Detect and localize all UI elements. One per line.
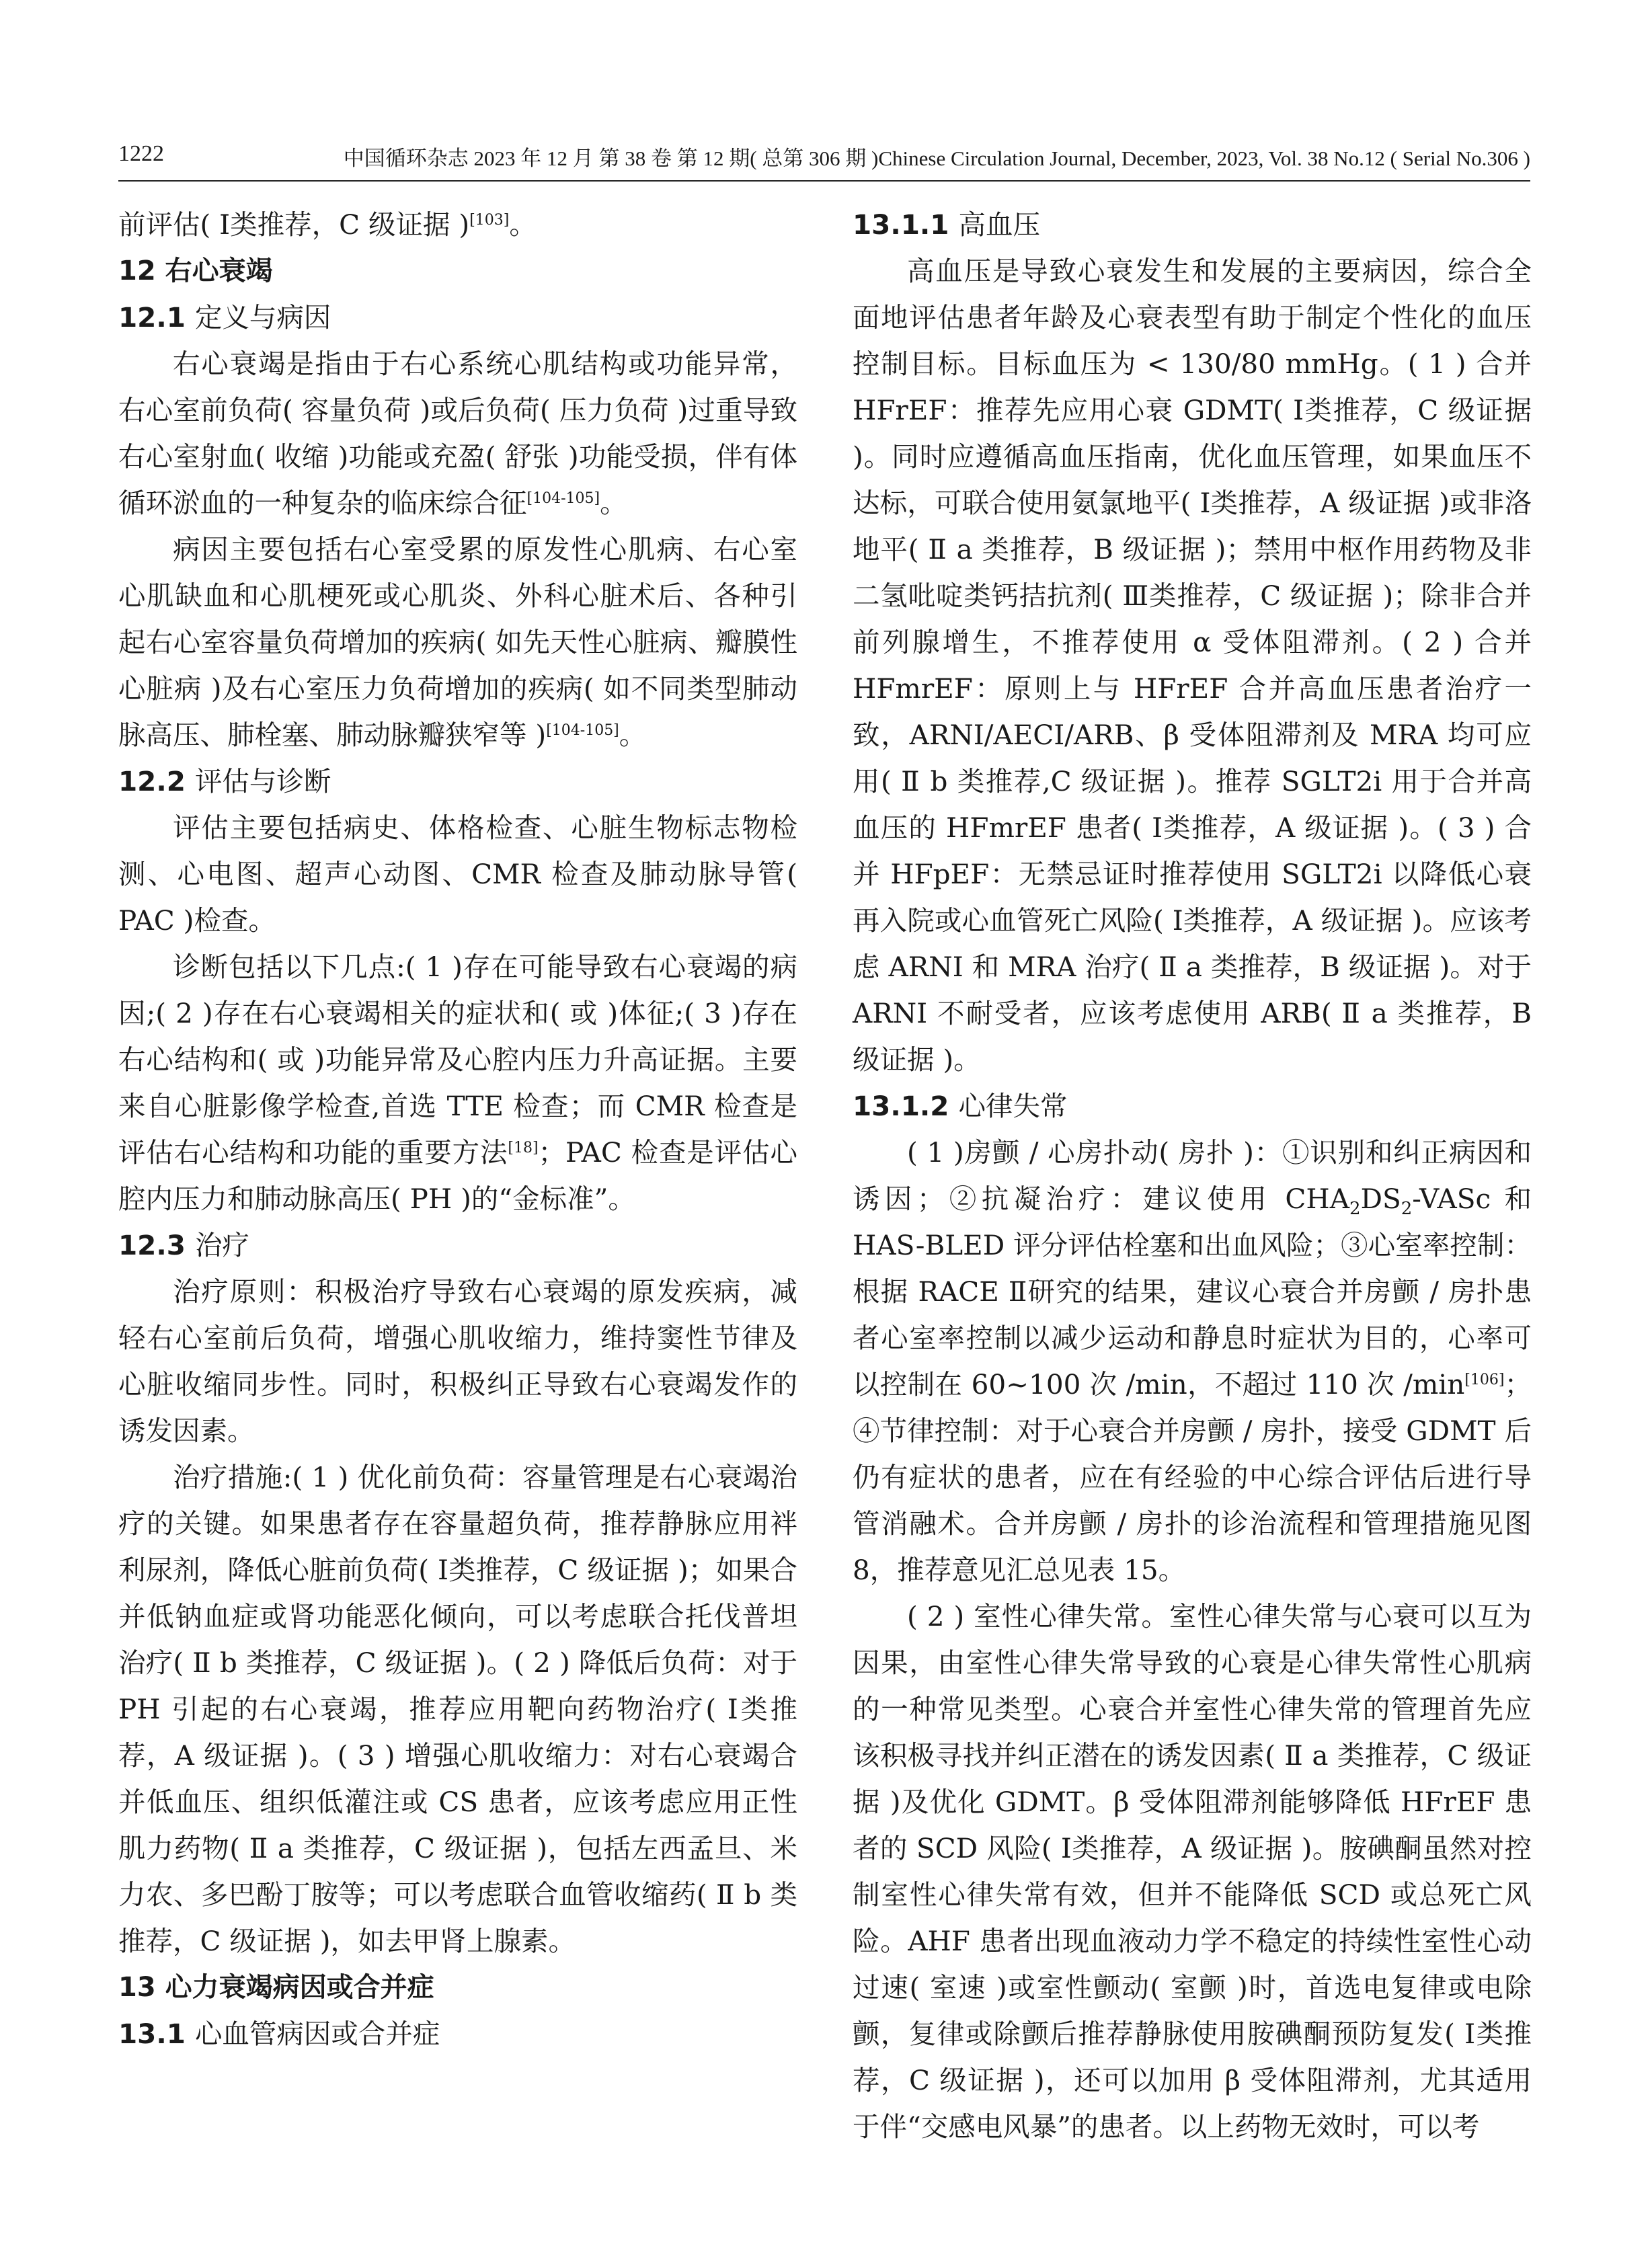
subsection-heading: 12.2 评估与诊断 — [118, 765, 331, 797]
paragraph: 病因主要包括右心室受累的原发性心肌病、右心室心肌缺血和心肌梗死或心肌炎、外科心脏术后、各种引起右心室容量负荷增加的疾病( 如先天性心脏病、瓣膜性心脏病 )及右心室压力负荷增加的疾病( 如不同类型肺动脉高压、肺栓塞、肺动脉瓣狭窄等 )[104-105]。 — [118, 533, 797, 751]
citation: [103] — [469, 212, 510, 229]
citation: [104-105] — [526, 490, 600, 507]
subsection-heading: 12.1 定义与病因 — [118, 301, 331, 333]
paragraph: ( 1 )房颤 / 心房扑动( 房扑 )：①识别和纠正病因和诱因；②抗凝治疗：建议使用 $CHA_2DS_2$-VASc 和 HAS-BLED 评分评估栓塞和出血风险；③心室率控制：根据 RACE Ⅱ研究的结果，建议心衰合并房颤 / 房扑患者心室率控制以减少运动和静息时症状为目的，心率可以控制在 60~100 次 /min，不超过 110 次 /min[106]；④节律控制：对于心衰合并房颤 / 房扑，接受 GDMT 后仍有症状的患者，应在有经验的中心综合评估后进行导管消融术。合并房颤 / 房扑的诊治流程和管理措施见图 8，推荐意见汇总见表 15。 — [853, 1136, 1532, 1586]
citation: [106] — [1464, 1372, 1505, 1388]
subsubsection-heading: 13.1.1 高血压 — [853, 208, 1040, 241]
paragraph: 评估主要包括病史、体格检查、心脏生物标志物检测、心电图、超声心动图、CMR 检查及肺动脉导管( PAC )检查。 — [118, 812, 797, 937]
section-heading: 13 心力衰竭病因或合并症 — [118, 1972, 434, 2003]
right-column — [853, 202, 1532, 2150]
page-number: 1222 — [118, 141, 164, 166]
paragraph: 治疗措施:( 1 ) 优化前负荷：容量管理是右心衰竭治疗的关键。如果患者存在容量超负荷，推荐静脉应用袢利尿剂，降低心脏前负荷( Ⅰ类推荐，C 级证据 )；如果合并低钠血症或肾功能恶化倾向，可以考虑联合托伐普坦治疗( Ⅱ b 类推荐，C 级证据 )。( 2 ) 降低后负荷：对于 PH 引起的右心衰竭，推荐应用靶向药物治疗( Ⅰ类推荐，A 级证据 )。( 3 ) 增强心肌收缩力：对右心衰竭合并低血压、组织低灌注或 CS 患者，应该考虑应用正性肌力药物( Ⅱ a 类推荐，C 级证据 )，包括左西孟旦、米力农、多巴酚丁胺等；可以考虑联合血管收缩药( Ⅱ b 类推荐，C 级证据 )，如去甲肾上腺素。 — [118, 1461, 797, 1957]
subsection-heading: 12.3 治疗 — [118, 1229, 249, 1261]
left-column — [118, 202, 797, 2057]
paragraph: 治疗原则：积极治疗导致右心衰竭的原发疾病，减轻右心室前后负荷，增强心肌收缩力，维持窦性节律及心脏收缩同步性。同时，积极纠正导致右心衰竭发作的诱发因素。 — [118, 1275, 797, 1447]
section-heading: 12 右心衰竭 — [118, 255, 273, 286]
paragraph: 右心衰竭是指由于右心系统心肌结构或功能异常，右心室前负荷( 容量负荷 )或后负荷( 压力负荷 )过重导致右心室射血( 收缩 )功能或充盈( 舒张 )功能受损，伴有体循环淤血的一种复杂的临床综合征[104-105]。 — [118, 348, 797, 519]
paragraph: 前评估( Ⅰ类推荐，C 级证据 )[103]。 — [118, 208, 537, 241]
paragraph: 高血压是导致心衰发生和发展的主要病因，综合全面地评估患者年龄及心衰表型有助于制定个性化的血压控制目标。目标血压为 < 130/80 mmHg。( 1 ) 合并 HFrEF：推荐先应用心衰 GDMT( Ⅰ类推荐，C 级证据 )。同时应遵循高血压指南，优化血压管理，如果血压不达标，可联合使用氨氯地平( Ⅰ类推荐，A 级证据 )或非洛地平( Ⅱ a 类推荐，B 级证据 )；禁用中枢作用药物及非二氢吡啶类钙拮抗剂( Ⅲ类推荐，C 级证据 )；除非合并前列腺增生，不推荐使用 α 受体阻滞剂。( 2 ) 合并 HFmrEF：原则上与 HFrEF 合并高血压患者治疗一致，ARNI/AECI/ARB、β 受体阻滞剂及 MRA 均可应用( Ⅱ b 类推荐,C 级证据 )。推荐 SGLT2i 用于合并高血压的 HFmrEF 患者( Ⅰ类推荐，A 级证据 )。( 3 ) 合并 HFpEF：无禁忌证时推荐使用 SGLT2i 以降低心衰再入院或心血管死亡风险( Ⅰ类推荐，A 级证据 )。应该考虑 ARNI 和 MRA 治疗( Ⅱ a 类推荐，B 级证据 )。对于 ARNI 不耐受者，应该考虑使用 ARB( Ⅱ a 类推荐，B 级证据 )。 — [853, 255, 1532, 1076]
subsection-heading: 13.1 心血管病因或合并症 — [118, 2018, 440, 2050]
page-header — [118, 141, 1530, 182]
paragraph: ( 2 ) 室性心律失常。室性心律失常与心衰可以互为因果，由室性心律失常导致的心衰是心律失常性心肌病的一种常见类型。心衰合并室性心律失常的管理首先应该积极寻找并纠正潜在的诱发因素( Ⅱ a 类推荐，C 级证据 )及优化 GDMT。β 受体阻滞剂能够降低 HFrEF 患者的 SCD 风险( Ⅰ类推荐，A 级证据 )。胺碘酮虽然对控制室性心律失常有效，但并不能降低 SCD 或总死亡风险。AHF 患者出现血液动力学不稳定的持续性室性心动过速( 室速 )或室性颤动( 室颤 )时，首选电复律或电除颤，复律或除颤后推荐静脉使用胺碘酮预防复发( Ⅰ类推荐，C 级证据 )，还可以加用 β 受体阻滞剂，尤其适用于伴“交感电风暴”的患者。以上药物无效时，可以考 — [853, 1600, 1532, 2143]
header-rule — [118, 180, 1530, 182]
paragraph: 诊断包括以下几点:( 1 )存在可能导致右心衰竭的病因;( 2 )存在右心衰竭相关的症状和( 或 )体征;( 3 )存在右心结构和( 或 )功能异常及心腔内压力升高证据。主要来自心脏影像学检查,首选 TTE 检查；而 CMR 检查是评估右心结构和功能的重要方法[18]；PAC 检查是评估心腔内压力和肺动脉高压( PH )的“金标准”。 — [118, 951, 797, 1215]
subsubsection-heading: 13.1.2 心律失常 — [853, 1090, 1068, 1122]
running-title: 中国循环杂志 2023 年 12 月 第 38 卷 第 12 期( 总第 306 期 )Chinese Circulation Journal, December, 2023, Vol. 38 No.12 ( Serial No.306 ) — [343, 147, 1530, 170]
citation: [104-105] — [546, 722, 619, 739]
citation: [18] — [508, 1140, 539, 1156]
